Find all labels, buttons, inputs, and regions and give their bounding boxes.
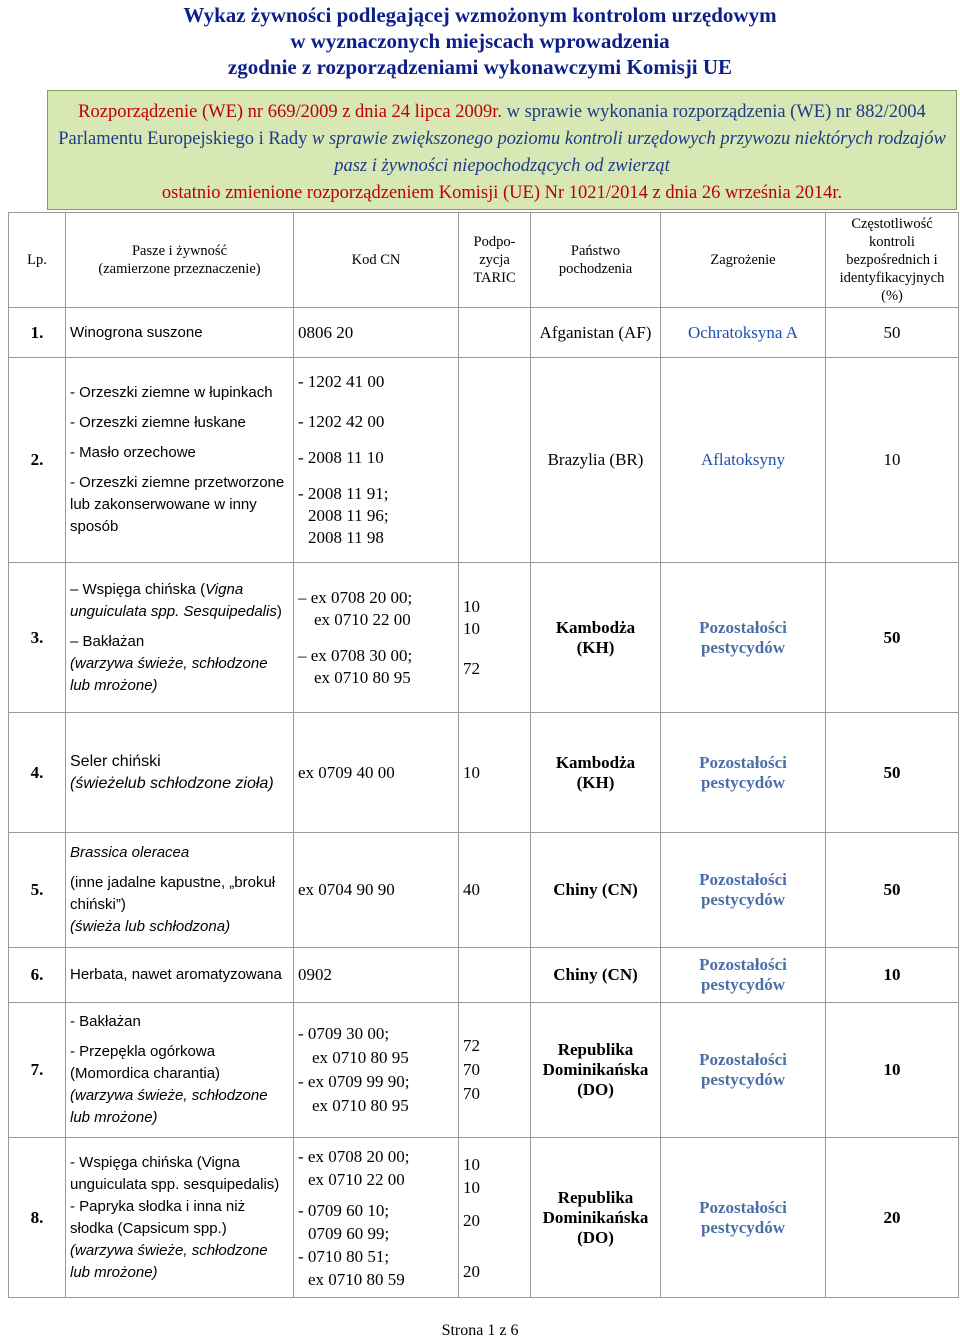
page-number: Strona 1 z 6 <box>441 1322 519 1339</box>
regulation-box <box>47 90 957 210</box>
header-cn: Kod CN <box>294 213 459 308</box>
doc-title-line1: Wykaz żywności podlegającej wzmożonym kontrolom urzędowym <box>183 3 777 27</box>
regulation-amendment: ostatnio zmienione rozporządzeniem Komisji (UE) Nr 1021/2014 z dnia 26 września 2014r. <box>161 183 843 203</box>
regulation-number: Rozporządzenie (WE) nr 669/2009 z dnia 24 lipca 2009r. <box>78 102 502 122</box>
table-row: 4. Seler chiński (świeżelub schłodzone zioła) ex 0709 40 00 10 Kambodża (KH) Pozostałości pestycydów 50 <box>9 713 959 833</box>
header-product: Pasze i żywność (zamierzone przeznaczenie) <box>66 213 294 308</box>
header-hazard: Zagrożenie <box>661 213 826 308</box>
food-control-table <box>8 212 959 1298</box>
doc-title-line3: zgodnie z rozporządzeniami wykonawczymi Komisji UE <box>227 55 733 79</box>
header-frequency: Częstotliwość kontroli bezpośrednich i identyfikacyjnych (%) <box>826 213 959 308</box>
regulation-scope: w sprawie zwiększonego poziomu kontroli urzędowych przywozu niektórych rodzajów pasz i żywności niepochodzących od zwierząt <box>312 129 946 176</box>
table-row: 2. - Orzeszki ziemne w łupinkach - Orzeszki ziemne łuskane - Masło orzechowe - Orzeszki ziemne przetworzone lub zakonserwowane w inny sposób - 1202 41 00 - 1202 42 00 - 2008 11 10 - 2008 11 91; 2008 11 96; 2008 11 98 Brazylia (BR) Aflatoksyny 10 <box>9 358 959 563</box>
table-row: 3. – Wspięga chińska (Vigna unguiculata spp. Sesquipedalis) – Bakłażan (warzywa świeże, schłodzone lub mrożone) – ex 0708 20 00; ex 0710 22 00 – ex 0708 30 00; ex 0710 80 95 10 10 72 Kambodża (KH) Pozostałości pestycydów 50 <box>9 563 959 713</box>
table-row: 6. Herbata, nawet aromatyzowana 0902 Chiny (CN) Pozostałości pestycydów 10 <box>9 948 959 1003</box>
table-row: 5. Brassica oleracea (inne jadalne kapustne, „brokuł chiński”) (świeża lub schłodzona) ex 0704 90 90 40 Chiny (CN) Pozostałości pestycydów 50 <box>9 833 959 948</box>
regulation-text: w sprawie wykonania rozporządzenia (WE) nr 882/2004 Parlamentu Europejskiego i Rady <box>58 102 926 149</box>
doc-title-line2: w wyznaczonych miejscach wprowadzenia <box>290 29 670 53</box>
table-row: 8. - Wspięga chińska (Vigna unguiculata spp. sesquipedalis) - Papryka słodka i inna niż słodka (Capsicum spp.) (warzywa świeże, schłodzone lub mrożone) - ex 0708 20 00; ex 0710 22 00 - 0709 60 10; 0709 60 99; - 0710 80 51; ex 0710 80 59 10 10 20 20 Republika Dominikańska (DO) Pozostałości pestycydów 20 <box>9 1138 959 1298</box>
table-header <box>9 213 959 308</box>
header-taric: Podpo-zycja TARIC <box>459 213 531 308</box>
header-country: Państwo pochodzenia <box>531 213 661 308</box>
table-row: 1. Winogrona suszone 0806 20 Afganistan (AF) Ochratoksyna A 50 <box>9 308 959 358</box>
table-row: 7. - Bakłażan - Przepękla ogórkowa (Momordica charantia) (warzywa świeże, schłodzone lub mrożone) - 0709 30 00; ex 0710 80 95 - ex 0709 99 90; ex 0710 80 95 72 70 70 Republika Dominikańska (DO) Pozostałości pestycydów 10 <box>9 1003 959 1138</box>
header-lp: Lp. <box>9 213 66 308</box>
